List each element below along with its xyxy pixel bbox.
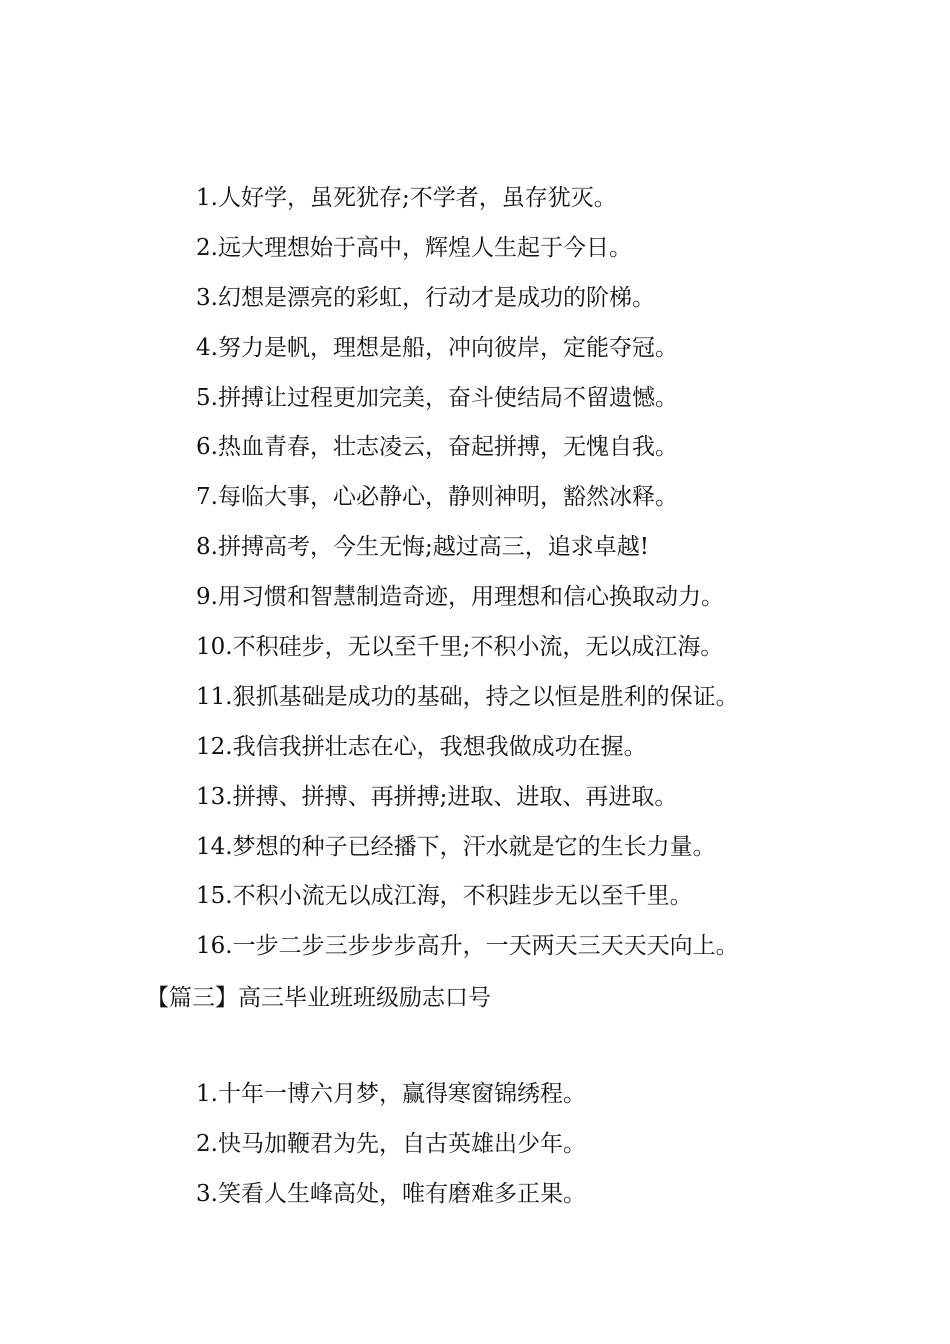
section-heading: 【篇三】高三毕业班班级励志口号 [146, 985, 491, 1011]
slogan-list-two [196, 1070, 586, 1220]
list-item: 12.我信我拼壮志在心，我想我做成功在握。 [196, 733, 647, 760]
slogan-list-one [196, 174, 739, 972]
list-item: 3.幻想是漂亮的彩虹，行动才是成功的阶梯。 [196, 284, 655, 311]
list-item: 16.一步二步三步步步高升，一天两天三天天天向上。 [196, 933, 739, 960]
list-item: 6.热血青春，壮志凌云，奋起拼搏，无愧自我。 [196, 434, 678, 461]
list-item: 2.远大理想始于高中，辉煌人生起于今日。 [196, 234, 632, 261]
list-item: 3.笑看人生峰高处，唯有磨难多正果。 [196, 1180, 586, 1207]
list-item: 8.拼搏高考，今生无悔;越过高三，追求卓越! [196, 534, 649, 561]
list-item: 11.狠抓基础是成功的基础，持之以恒是胜利的保证。 [196, 683, 739, 710]
list-item: 1.人好学，虽死犹存;不学者，虽存犹灭。 [196, 185, 617, 211]
list-item: 2.快马加鞭君为先，自古英雄出少年。 [196, 1130, 586, 1157]
list-item: 7.每临大事，心必静心，静则神明，豁然冰释。 [196, 484, 678, 511]
list-item: 9.用习惯和智慧制造奇迹，用理想和信心换取动力。 [196, 584, 724, 611]
list-item: 5.拼搏让过程更加完美，奋斗使结局不留遗憾。 [196, 384, 678, 411]
list-item: 10.不积硅步，无以至千里;不积小流，无以成江海。 [196, 634, 724, 661]
list-item: 4.努力是帆，理想是船，冲向彼岸，定能夺冠。 [196, 334, 678, 361]
list-item: 14.梦想的种子已经播下，汗水就是它的生长力量。 [196, 833, 716, 860]
list-item: 1.十年一博六月梦，赢得寒窗锦绣程。 [196, 1081, 586, 1107]
list-item: 13.拼搏、拼搏、再拼搏;进取、进取、再进取。 [196, 783, 678, 810]
list-item: 15.不积小流无以成江海，不积跬步无以至千里。 [196, 883, 693, 910]
